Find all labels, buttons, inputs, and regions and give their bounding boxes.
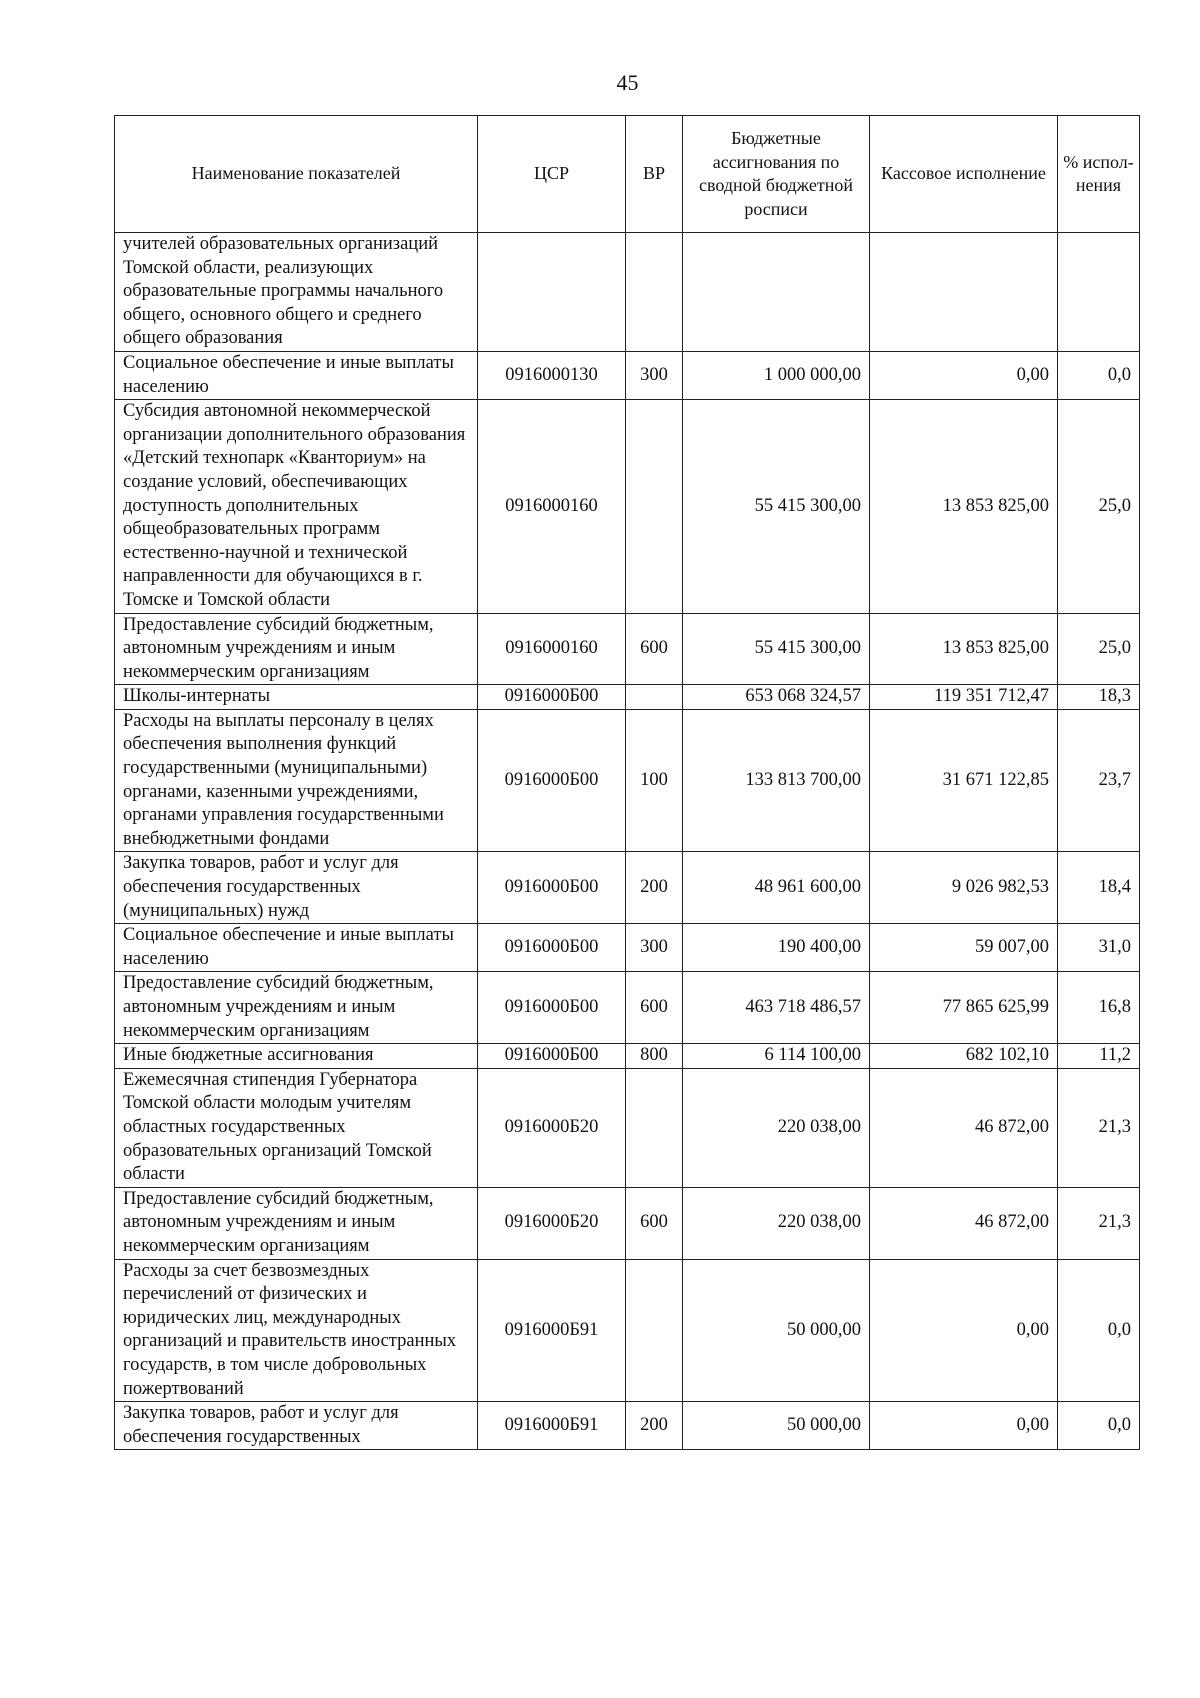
cell-name: Субсидия автономной некоммерческой организации дополнительного образования «Детский технопарк «Кванториум» на создание условий, обеспечивающих доступность дополнительных общеобразовательных программ естественно-научной и технической направленности для обучающихся в г. Томске и Томской области: [115, 400, 478, 613]
cell-percent: 23,7: [1058, 709, 1140, 852]
cell-percent: 0,0: [1058, 1259, 1140, 1402]
cell-vr: [626, 233, 683, 352]
cell-name: Расходы за счет безвозмездных перечислений от физических и юридических лиц, международных организаций и правительств иностранных государств, в том числе добровольных пожертвований: [115, 1259, 478, 1402]
cell-budget: 653 068 324,57: [683, 685, 870, 710]
cell-vr: 300: [626, 351, 683, 399]
table-row: [115, 852, 1140, 924]
cell-name: Социальное обеспечение и иные выплаты населению: [115, 924, 478, 972]
header-execution: Кассовое исполнение: [870, 116, 1058, 233]
cell-execution: 0,00: [870, 1402, 1058, 1450]
cell-csr: [478, 233, 626, 352]
cell-name: Социальное обеспечение и иные выплаты населению: [115, 351, 478, 399]
cell-percent: 25,0: [1058, 400, 1140, 613]
table-row: [115, 613, 1140, 685]
table-row: [115, 351, 1140, 399]
cell-csr: 0916000160: [478, 400, 626, 613]
header-vr: ВР: [626, 116, 683, 233]
header-name: Наименование показателей: [115, 116, 478, 233]
cell-percent: 21,3: [1058, 1187, 1140, 1259]
cell-budget: 50 000,00: [683, 1259, 870, 1402]
cell-csr: 0916000160: [478, 613, 626, 685]
cell-execution: 119 351 712,47: [870, 685, 1058, 710]
cell-percent: 16,8: [1058, 972, 1140, 1044]
cell-vr: 600: [626, 972, 683, 1044]
cell-name: Предоставление субсидий бюджетным, автономным учреждениям и иным некоммерческим организациям: [115, 613, 478, 685]
cell-vr: 600: [626, 1187, 683, 1259]
cell-percent: [1058, 233, 1140, 352]
cell-name: Ежемесячная стипендия Губернатора Томской области молодым учителям областных государственных образовательных организаций Томской области: [115, 1068, 478, 1187]
cell-csr: 0916000Б00: [478, 972, 626, 1044]
cell-budget: 48 961 600,00: [683, 852, 870, 924]
header-budget: Бюджетные ассигнования по сводной бюджетной росписи: [683, 116, 870, 233]
table-row: [115, 1068, 1140, 1187]
cell-budget: 50 000,00: [683, 1402, 870, 1450]
cell-execution: 59 007,00: [870, 924, 1058, 972]
cell-execution: 9 026 982,53: [870, 852, 1058, 924]
table-row: [115, 1402, 1140, 1450]
cell-csr: 0916000Б20: [478, 1187, 626, 1259]
cell-execution: 77 865 625,99: [870, 972, 1058, 1044]
cell-percent: 18,3: [1058, 685, 1140, 710]
cell-vr: 600: [626, 613, 683, 685]
page-number: 45: [616, 70, 639, 95]
cell-vr: [626, 400, 683, 613]
cell-budget: 190 400,00: [683, 924, 870, 972]
cell-name: Иные бюджетные ассигнования: [115, 1044, 478, 1069]
cell-percent: 0,0: [1058, 1402, 1140, 1450]
cell-percent: 31,0: [1058, 924, 1140, 972]
cell-name: учителей образовательных организаций Томской области, реализующих образовательные программы начального общего, основного общего и среднего общего образования: [115, 233, 478, 352]
table-row: [115, 972, 1140, 1044]
cell-csr: 0916000Б00: [478, 852, 626, 924]
cell-csr: 0916000Б20: [478, 1068, 626, 1187]
cell-execution: 0,00: [870, 351, 1058, 399]
cell-name: Предоставление субсидий бюджетным, автономным учреждениям и иным некоммерческим организациям: [115, 1187, 478, 1259]
cell-budget: 220 038,00: [683, 1068, 870, 1187]
cell-name: Предоставление субсидий бюджетным, автономным учреждениям и иным некоммерческим организациям: [115, 972, 478, 1044]
cell-vr: 300: [626, 924, 683, 972]
cell-vr: 100: [626, 709, 683, 852]
table-header-row: [115, 116, 1140, 233]
cell-budget: 463 718 486,57: [683, 972, 870, 1044]
budget-execution-table: [114, 115, 1140, 1450]
cell-budget: 1 000 000,00: [683, 351, 870, 399]
header-percent: % испол- нения: [1058, 116, 1140, 233]
cell-vr: [626, 1068, 683, 1187]
cell-name: Школы-интернаты: [115, 685, 478, 710]
cell-budget: [683, 233, 870, 352]
cell-budget: 55 415 300,00: [683, 400, 870, 613]
cell-budget: 220 038,00: [683, 1187, 870, 1259]
cell-execution: 46 872,00: [870, 1068, 1058, 1187]
table-row: [115, 1187, 1140, 1259]
cell-execution: 46 872,00: [870, 1187, 1058, 1259]
cell-csr: 0916000Б00: [478, 1044, 626, 1069]
cell-name: Закупка товаров, работ и услуг для обеспечения государственных: [115, 1402, 478, 1450]
table-row: [115, 1259, 1140, 1402]
cell-vr: [626, 1259, 683, 1402]
cell-csr: 0916000Б91: [478, 1402, 626, 1450]
cell-execution: 13 853 825,00: [870, 400, 1058, 613]
cell-execution: 31 671 122,85: [870, 709, 1058, 852]
cell-name: Расходы на выплаты персоналу в целях обеспечения выполнения функций государственными (муниципальными) органами, казенными учреждениями, органами управления государственными внебюджетными фондами: [115, 709, 478, 852]
cell-vr: 800: [626, 1044, 683, 1069]
cell-csr: 0916000Б00: [478, 924, 626, 972]
cell-execution: 13 853 825,00: [870, 613, 1058, 685]
cell-percent: 21,3: [1058, 1068, 1140, 1187]
cell-vr: 200: [626, 852, 683, 924]
cell-percent: 0,0: [1058, 351, 1140, 399]
cell-execution: 682 102,10: [870, 1044, 1058, 1069]
cell-percent: 11,2: [1058, 1044, 1140, 1069]
cell-csr: 0916000Б00: [478, 685, 626, 710]
table-row: [115, 709, 1140, 852]
cell-name: Закупка товаров, работ и услуг для обеспечения государственных (муниципальных) нужд: [115, 852, 478, 924]
cell-execution: [870, 233, 1058, 352]
cell-vr: 200: [626, 1402, 683, 1450]
cell-budget: 6 114 100,00: [683, 1044, 870, 1069]
table-row: [115, 685, 1140, 710]
table-row: [115, 1044, 1140, 1069]
table-row: [115, 400, 1140, 613]
cell-csr: 0916000Б00: [478, 709, 626, 852]
table-row: [115, 924, 1140, 972]
cell-budget: 133 813 700,00: [683, 709, 870, 852]
table-row: [115, 233, 1140, 352]
cell-csr: 0916000Б91: [478, 1259, 626, 1402]
cell-execution: 0,00: [870, 1259, 1058, 1402]
cell-percent: 25,0: [1058, 613, 1140, 685]
cell-csr: 0916000130: [478, 351, 626, 399]
cell-percent: 18,4: [1058, 852, 1140, 924]
cell-vr: [626, 685, 683, 710]
cell-budget: 55 415 300,00: [683, 613, 870, 685]
header-csr: ЦСР: [478, 116, 626, 233]
